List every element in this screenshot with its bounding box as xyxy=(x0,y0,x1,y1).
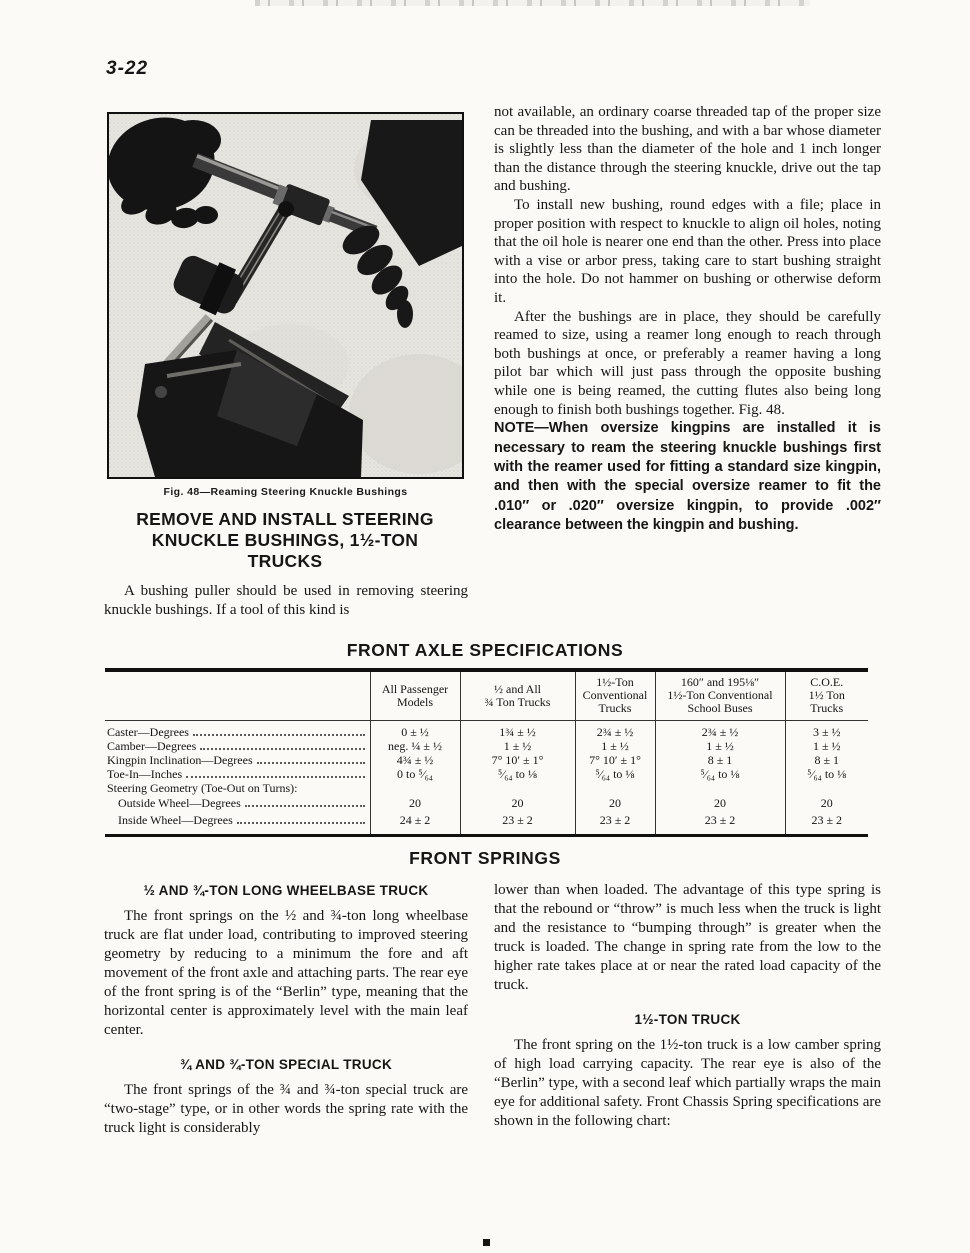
table-row xyxy=(105,721,868,740)
dot-leader xyxy=(200,748,364,750)
figure-photo-frame xyxy=(107,112,464,479)
spec-value: 7° 10′ ± 1° xyxy=(575,753,655,767)
spec-value: 2¾ ± ½ xyxy=(655,721,785,740)
heading-line: TRUCKS xyxy=(247,551,323,571)
spec-value: 20 xyxy=(460,795,575,812)
right-column xyxy=(494,103,881,536)
spec-value xyxy=(785,781,868,795)
spec-value: 4¾ ± ½ xyxy=(370,753,460,767)
spec-value xyxy=(460,781,575,795)
spec-value: 23 ± 2 xyxy=(785,812,868,836)
column-header: C.O.E. 1½ Ton Trucks xyxy=(785,670,868,721)
dot-leader xyxy=(245,805,365,807)
spec-value xyxy=(655,781,785,795)
section-heading-knuckle-bushings xyxy=(103,509,467,572)
dot-leader xyxy=(186,776,364,778)
heading-line: KNUCKLE BUSHINGS, 1½-TON xyxy=(151,530,419,550)
subsection-heading: 1½-TON TRUCK xyxy=(634,1012,741,1027)
spec-value: 7° 10′ ± 1° xyxy=(460,753,575,767)
section-title-front-springs: FRONT SPRINGS xyxy=(409,848,561,868)
body-paragraph: The front spring on the 1½-ton truck is a low camber spring of high load carrying capacity. The rear eye is also of the “Berlin” type, with a second leaf which partially wraps the main eye for additional safety. Front Chassis Spring specifications are shown in the following chart: xyxy=(494,1037,881,1129)
page-number: 3-22 xyxy=(106,58,149,79)
spec-value: ⁵⁄₆₄ to ⅛ xyxy=(575,767,655,781)
header-blank xyxy=(105,670,370,721)
table-row xyxy=(105,812,868,836)
spec-row-label: Steering Geometry (Toe-Out on Turns): xyxy=(107,781,298,795)
body-paragraph: To install new bushing, round edges with a file; place in proper position with respect to knuckle to align oil holes, noting that the oil hole is nearer one end than the other. Press into place with a vise or arbor press, taking care to start bushing straight into the hole. Do not hammer on bushing or otherwise deform it. xyxy=(494,196,881,306)
table-title: FRONT AXLE SPECIFICATIONS xyxy=(346,640,624,660)
spec-value: 20 xyxy=(575,795,655,812)
springs-left-column xyxy=(104,881,468,1138)
spec-value: 0 ± ½ xyxy=(370,721,460,740)
spec-row-label: Inside Wheel—Degrees xyxy=(118,812,233,827)
subsection-heading: ½ AND ¾-TON LONG WHEELBASE TRUCK xyxy=(143,883,429,898)
body-paragraph: After the bushings are in place, they should be carefully reamed to size, using a reamer long enough to reach through both bushings at once, or preferably a reamer having a long pilot bar which will just pass through the opposite bushing while one is being reamed, the cutting flutes also being long enough to finish both bushings together. Fig. 48. xyxy=(494,308,881,418)
page-bottom-mark xyxy=(483,1239,490,1246)
spec-value: 20 xyxy=(370,795,460,812)
spec-value: 24 ± 2 xyxy=(370,812,460,836)
front-axle-spec-table xyxy=(105,668,868,837)
spec-value: 23 ± 2 xyxy=(575,812,655,836)
spec-row-label: Caster—Degrees xyxy=(107,725,189,739)
note-paragraph: NOTE—When oversize kingpins are installed it is necessary to ream the steering knuckle bushings first with the reamer used for fitting a standard size kingpin, and then with the special oversize reamer to fit the .010″ or .020″ oversize kingpin, to provide .002″ clearance between the kingpin and bushing. xyxy=(494,420,881,534)
body-paragraph: not available, an ordinary coarse threaded tap of the proper size can be threaded into the bushing, and with a bar whose diameter is slightly less than the diameter of the hole and 1 inch longer than the distance through the steering knuckle, drive out the tap and bushing. xyxy=(494,104,881,195)
spec-value: 1 ± ½ xyxy=(785,739,868,753)
reaming-knuckle-photo xyxy=(109,114,462,477)
spec-value: 8 ± 1 xyxy=(785,753,868,767)
spec-value: 1 ± ½ xyxy=(460,739,575,753)
table-row xyxy=(105,739,868,753)
dot-leader xyxy=(257,762,365,764)
springs-right-column xyxy=(494,881,881,1131)
body-paragraph: lower than when loaded. The advantage of this type spring is that the rebound or “throw” is much less when the truck is light and the resistance to “bumping through” is greater when the truck is loaded. The change in spring rate from the low to the higher rate takes place at or near the rated load capacity of the truck. xyxy=(494,882,881,993)
table-header-row xyxy=(105,670,868,721)
dot-leader xyxy=(193,734,365,736)
table-row xyxy=(105,781,868,795)
spec-value: ⁵⁄₆₄ to ⅛ xyxy=(655,767,785,781)
spec-value: 20 xyxy=(655,795,785,812)
scan-artifact xyxy=(255,0,810,6)
spec-row-label: Outside Wheel—Degrees xyxy=(118,796,241,810)
subsection-heading: ¾ AND ¾-TON SPECIAL TRUCK xyxy=(179,1057,393,1072)
heading-line: REMOVE AND INSTALL STEERING xyxy=(136,509,434,529)
spec-value xyxy=(575,781,655,795)
spec-value: ⁵⁄₆₄ to ⅛ xyxy=(460,767,575,781)
spec-value: 20 xyxy=(785,795,868,812)
spec-row-label: Camber—Degrees xyxy=(107,739,197,753)
spec-value: 23 ± 2 xyxy=(460,812,575,836)
table-row xyxy=(105,795,868,812)
spec-value: 0 to ⁵⁄₆₄ xyxy=(370,767,460,781)
spec-value: 1¾ ± ½ xyxy=(460,721,575,740)
spec-row-label: Kingpin Inclination—Degrees xyxy=(107,753,253,767)
table-row xyxy=(105,767,868,781)
spec-value xyxy=(370,781,460,795)
body-paragraph: The front springs on the ½ and ¾-ton long wheelbase truck are flat under load, contributing to improved steering geometry by reducing to a minimum the fore and aft movement of the front axle and attaching parts. The rear eye of the front spring is of the “Berlin” type, meaning that the horizontal center is approximately level with the main leaf center. xyxy=(104,908,468,1038)
column-header: 1½-Ton Conventional Trucks xyxy=(575,670,655,721)
column-header: 160″ and 195⅛″ 1½-Ton Conventional School Buses xyxy=(655,670,785,721)
column-header: ½ and All ¾ Ton Trucks xyxy=(460,670,575,721)
body-paragraph: The front springs of the ¾ and ¾-ton special truck are “two-stage” type, or in other words the spring rate with the truck light is considerably xyxy=(104,1082,468,1136)
spec-value: 8 ± 1 xyxy=(655,753,785,767)
table-row xyxy=(105,753,868,767)
spec-value: 23 ± 2 xyxy=(655,812,785,836)
spec-value: 3 ± ½ xyxy=(785,721,868,740)
figure-caption: Fig. 48—Reaming Steering Knuckle Bushings xyxy=(163,486,408,498)
dot-leader xyxy=(237,822,365,824)
spec-value: ⁵⁄₆₄ to ⅛ xyxy=(785,767,868,781)
spec-value: 1 ± ½ xyxy=(575,739,655,753)
spec-row-label: Toe-In—Inches xyxy=(107,767,183,781)
spec-value: neg. ¼ ± ½ xyxy=(370,739,460,753)
body-paragraph: A bushing puller should be used in removing steering knuckle bushings. If a tool of this kind is xyxy=(104,583,468,618)
spec-value: 2¾ ± ½ xyxy=(575,721,655,740)
spec-value: 1 ± ½ xyxy=(655,739,785,753)
column-header: All Passenger Models xyxy=(370,670,460,721)
